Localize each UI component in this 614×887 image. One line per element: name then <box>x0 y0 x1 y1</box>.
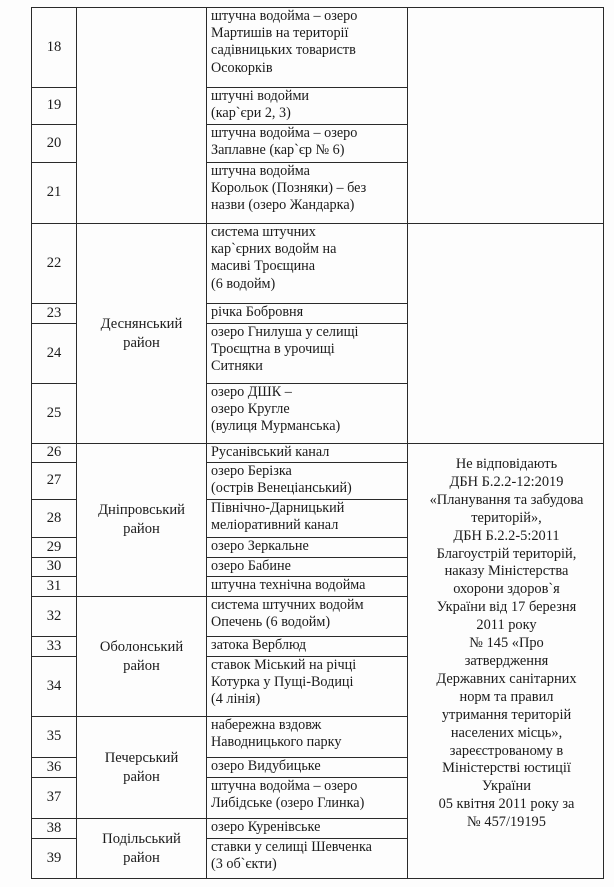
row-number: 38 <box>32 819 77 839</box>
table-row <box>32 8 604 88</box>
water-object-name: затока Верблюд <box>207 637 408 657</box>
row-number: 24 <box>32 324 77 384</box>
water-object-name: озеро Гнилуша у селищі Троєщтна в урочищі Ситняки <box>207 324 408 384</box>
row-number: 35 <box>32 717 77 758</box>
water-object-name: набережна вздовж Наводницького парку <box>207 717 408 758</box>
notes-cell-empty <box>408 8 604 224</box>
row-number: 36 <box>32 758 77 778</box>
row-number: 39 <box>32 839 77 879</box>
water-object-name: ставки у селищі Шевченка (3 об`єкти) <box>207 839 408 879</box>
water-object-name: ставок Міський на річці Котурка у Пущі-Водиці (4 лінія) <box>207 657 408 717</box>
district-cell-empty <box>77 8 207 224</box>
district-podilskyi: Подільський район <box>77 819 207 879</box>
water-object-name: штучні водойми (кар`єри 2, 3) <box>207 88 408 125</box>
district-desnianskyi: Деснянський район <box>77 224 207 444</box>
water-bodies-table <box>31 7 604 879</box>
row-number: 26 <box>32 444 77 463</box>
district-dniprovskyi: Дніпровський район <box>77 444 207 597</box>
notes-cell-empty <box>408 224 604 444</box>
row-number: 25 <box>32 384 77 444</box>
row-number: 30 <box>32 558 77 577</box>
water-object-name: штучна водойма – озеро Либідське (озеро Глинка) <box>207 778 408 819</box>
water-object-name: озеро Зеркальне <box>207 538 408 558</box>
row-number: 33 <box>32 637 77 657</box>
water-object-name: Північно-Дарницький меліоративний канал <box>207 500 408 538</box>
water-object-name: штучна водойма Корольок (Позняки) – без назви (озеро Жандарка) <box>207 163 408 224</box>
water-object-name: система штучних водойм Опечень (6 водойм) <box>207 597 408 637</box>
row-number: 32 <box>32 597 77 637</box>
row-number: 22 <box>32 224 77 304</box>
water-object-name: озеро Бабине <box>207 558 408 577</box>
water-object-name: штучна водойма – озеро Заплавне (кар`єр № 6) <box>207 125 408 163</box>
row-number: 28 <box>32 500 77 538</box>
row-number: 19 <box>32 88 77 125</box>
water-object-name: система штучних кар`єрних водойм на масиві Троєщина (6 водойм) <box>207 224 408 304</box>
water-object-name: озеро Берізка (острів Венеціанський) <box>207 463 408 500</box>
row-number: 18 <box>32 8 77 88</box>
row-number: 27 <box>32 463 77 500</box>
district-obolonskyi: Оболонський район <box>77 597 207 717</box>
regulation-note: Не відповідають ДБН Б.2.2-12:2019 «Планування та забудова територій», ДБН Б.2.2-5:2011 Благоустрій територій, наказу Міністерства охорони здоров`я України від 17 березня 2011 року № 145 «Про затвердження Державних санітарних норм та правил утримання територій населених місць», зареєстрованому в Міністерстві юстиції України 05 квітня 2011 року за № 457/19195 <box>408 444 604 879</box>
row-number: 37 <box>32 778 77 819</box>
row-number: 23 <box>32 304 77 324</box>
water-object-name: озеро ДШК – озеро Кругле (вулиця Мурманська) <box>207 384 408 444</box>
row-number: 29 <box>32 538 77 558</box>
table-row <box>32 444 604 463</box>
water-object-name: штучна технічна водойма <box>207 577 408 597</box>
water-object-name: озеро Видубицьке <box>207 758 408 778</box>
row-number: 31 <box>32 577 77 597</box>
water-object-name: річка Бобровня <box>207 304 408 324</box>
row-number: 34 <box>32 657 77 717</box>
water-object-name: озеро Куренівське <box>207 819 408 839</box>
row-number: 21 <box>32 163 77 224</box>
table-row <box>32 224 604 304</box>
district-pecherskyi: Печерський район <box>77 717 207 819</box>
row-number: 20 <box>32 125 77 163</box>
water-object-name: Русанівський канал <box>207 444 408 463</box>
water-object-name: штучна водойма – озеро Мартишів на території садівницьких товариств Осокорків <box>207 8 408 88</box>
